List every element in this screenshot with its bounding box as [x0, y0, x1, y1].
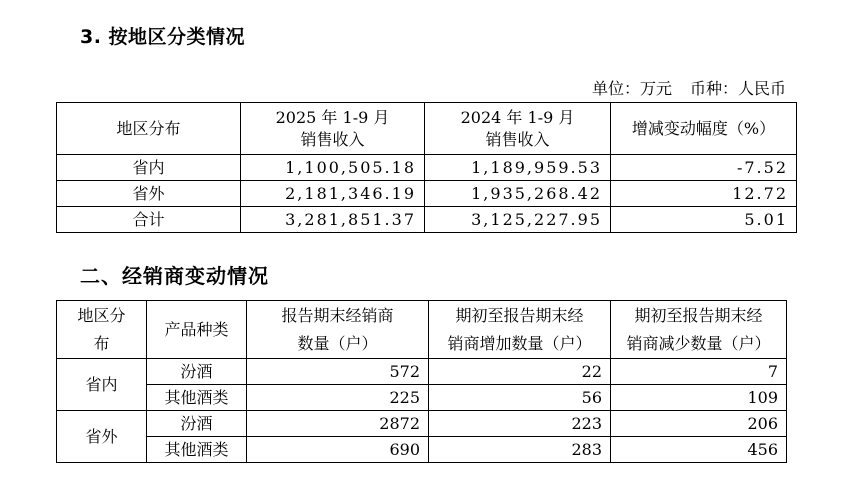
row-region: 省外 — [57, 181, 241, 207]
section-heading-dealers: 二、经销商变动情况 — [80, 264, 269, 288]
header-product: 产品种类 — [147, 301, 247, 359]
row-dealers-removed: 7 — [611, 359, 787, 385]
table-row — [57, 155, 797, 181]
header-region: 地区分布 — [57, 103, 241, 155]
table-row — [57, 207, 797, 233]
row-region: 合计 — [57, 207, 241, 233]
table-row — [57, 437, 787, 463]
row-current-sales: 1,100,505.18 — [241, 155, 425, 181]
row-dealers-added: 22 — [429, 359, 611, 385]
header-region-line1: 地区分 — [77, 305, 126, 325]
group-region: 省外 — [57, 411, 147, 463]
row-product: 其他酒类 — [147, 437, 247, 463]
row-dealers-removed: 206 — [611, 411, 787, 437]
table-row — [57, 359, 787, 385]
row-product: 汾酒 — [147, 411, 247, 437]
header-dealers-removed-line2: 销商减少数量（户） — [626, 333, 771, 353]
row-region: 省内 — [57, 155, 241, 181]
group-region: 省内 — [57, 359, 147, 411]
header-current-period-line2: 销售收入 — [300, 129, 365, 149]
table-row — [57, 181, 797, 207]
unit-label: 单位：万元 — [591, 79, 672, 98]
row-change: 12.72 — [611, 181, 797, 207]
header-dealers-added-line2: 销商增加数量（户） — [447, 333, 592, 353]
header-dealer-count-line2: 数量（户） — [297, 333, 378, 353]
header-current-period-line1: 2025 年 1-9 月 — [275, 107, 390, 127]
row-dealers-added: 223 — [429, 411, 611, 437]
header-dealers-removed-line1: 期初至报告期末经 — [634, 305, 763, 325]
header-prior-period-line1: 2024 年 1-9 月 — [460, 107, 575, 127]
row-prior-sales: 1,189,959.53 — [425, 155, 611, 181]
header-dealers-added-line1: 期初至报告期末经 — [455, 305, 584, 325]
header-prior-period-line2: 销售收入 — [485, 129, 550, 149]
row-dealers-removed: 456 — [611, 437, 787, 463]
table-row — [57, 385, 787, 411]
row-dealer-count: 225 — [247, 385, 429, 411]
header-dealer-count — [247, 301, 429, 359]
table-row — [57, 411, 787, 437]
region-sales-table — [56, 102, 797, 233]
header-prior-period — [425, 103, 611, 155]
header-dealer-count-line1: 报告期末经销商 — [281, 305, 394, 325]
table-header-row — [57, 301, 787, 359]
row-dealers-added: 283 — [429, 437, 611, 463]
header-current-period — [241, 103, 425, 155]
dealer-change-table — [56, 300, 787, 463]
row-product: 汾酒 — [147, 359, 247, 385]
header-dealers-added — [429, 301, 611, 359]
row-product: 其他酒类 — [147, 385, 247, 411]
row-prior-sales: 1,935,268.42 — [425, 181, 611, 207]
header-region-line2: 布 — [93, 333, 110, 353]
row-dealer-count: 2872 — [247, 411, 429, 437]
row-change: -7.52 — [611, 155, 797, 181]
header-region — [57, 301, 147, 359]
header-dealers-removed — [611, 301, 787, 359]
currency-label: 币种：人民币 — [689, 79, 786, 98]
row-change: 5.01 — [611, 207, 797, 233]
row-dealers-removed: 109 — [611, 385, 787, 411]
row-prior-sales: 3,125,227.95 — [425, 207, 611, 233]
row-dealer-count: 690 — [247, 437, 429, 463]
section-heading-region: 3. 按地区分类情况 — [80, 26, 246, 48]
row-dealers-added: 56 — [429, 385, 611, 411]
header-change-pct: 增减变动幅度（%） — [611, 103, 797, 155]
row-dealer-count: 572 — [247, 359, 429, 385]
row-current-sales: 3,281,851.37 — [241, 207, 425, 233]
unit-note — [592, 76, 786, 99]
table-header-row — [57, 103, 797, 155]
row-current-sales: 2,181,346.19 — [241, 181, 425, 207]
